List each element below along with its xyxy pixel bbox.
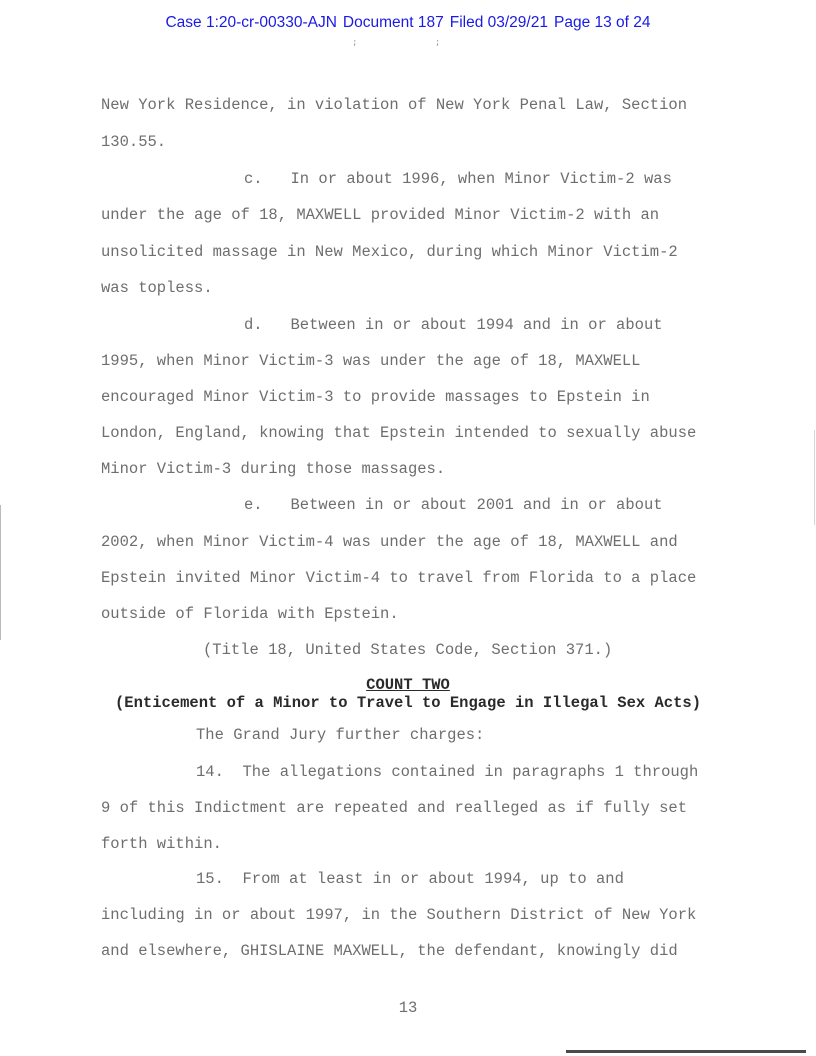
body-line: unsolicited massage in New Mexico, during which Minor Victim-2 <box>101 243 678 261</box>
scan-edge-mark <box>0 505 1 640</box>
scan-bottom-rule <box>566 1050 806 1053</box>
body-line: forth within. <box>101 835 222 853</box>
body-line: d. Between in or about 1994 and in or about <box>244 316 663 334</box>
body-line: 9 of this Indictment are repeated and realleged as if fully set <box>101 799 687 817</box>
body-line: 1995, when Minor Victim-3 was under the age of 18, MAXWELL <box>101 352 641 370</box>
filed-date: Filed 03/29/21 <box>449 14 548 31</box>
body-line: outside of Florida with Epstein. <box>101 605 399 623</box>
body-line: The Grand Jury further charges: <box>196 726 485 744</box>
body-line: London, England, knowing that Epstein intended to sexually abuse <box>101 424 697 442</box>
body-line: New York Residence, in violation of New York Penal Law, Section <box>101 96 687 114</box>
body-line: under the age of 18, MAXWELL provided Minor Victim-2 with an <box>101 206 660 224</box>
body-line: e. Between in or about 2001 and in or about <box>244 496 663 514</box>
scan-edge-mark <box>814 430 815 525</box>
body-line: was topless. <box>101 279 213 297</box>
document-number: Document 187 <box>342 14 444 31</box>
count-subtitle: (Enticement of a Minor to Travel to Engage in Illegal Sex Acts) <box>115 694 701 712</box>
scan-specks: ; ; <box>352 38 477 48</box>
case-number: Case 1:20-cr-00330-AJN <box>165 14 337 31</box>
body-line: 2002, when Minor Victim-4 was under the age of 18, MAXWELL and <box>101 533 678 551</box>
body-line: 15. From at least in or about 1994, up to and <box>196 870 624 888</box>
body-line: including in or about 1997, in the Southern District of New York <box>101 906 697 924</box>
body-line: 14. The allegations contained in paragraphs 1 through <box>196 763 699 781</box>
body-line: Epstein invited Minor Victim-4 to travel from Florida to a place <box>101 569 697 587</box>
body-line: 130.55. <box>101 133 167 151</box>
case-header <box>0 14 816 32</box>
page-indicator: Page 13 of 24 <box>553 14 651 31</box>
count-title: COUNT TWO <box>366 676 450 694</box>
body-line: c. In or about 1996, when Minor Victim-2 was <box>244 170 672 188</box>
body-line: encouraged Minor Victim-3 to provide massages to Epstein in <box>101 388 650 406</box>
page-number: 13 <box>398 999 418 1017</box>
body-line: and elsewhere, GHISLAINE MAXWELL, the defendant, knowingly did <box>101 942 678 960</box>
body-line: Minor Victim-3 during those massages. <box>101 460 446 478</box>
statute-citation: (Title 18, United States Code, Section 371.) <box>203 641 613 659</box>
